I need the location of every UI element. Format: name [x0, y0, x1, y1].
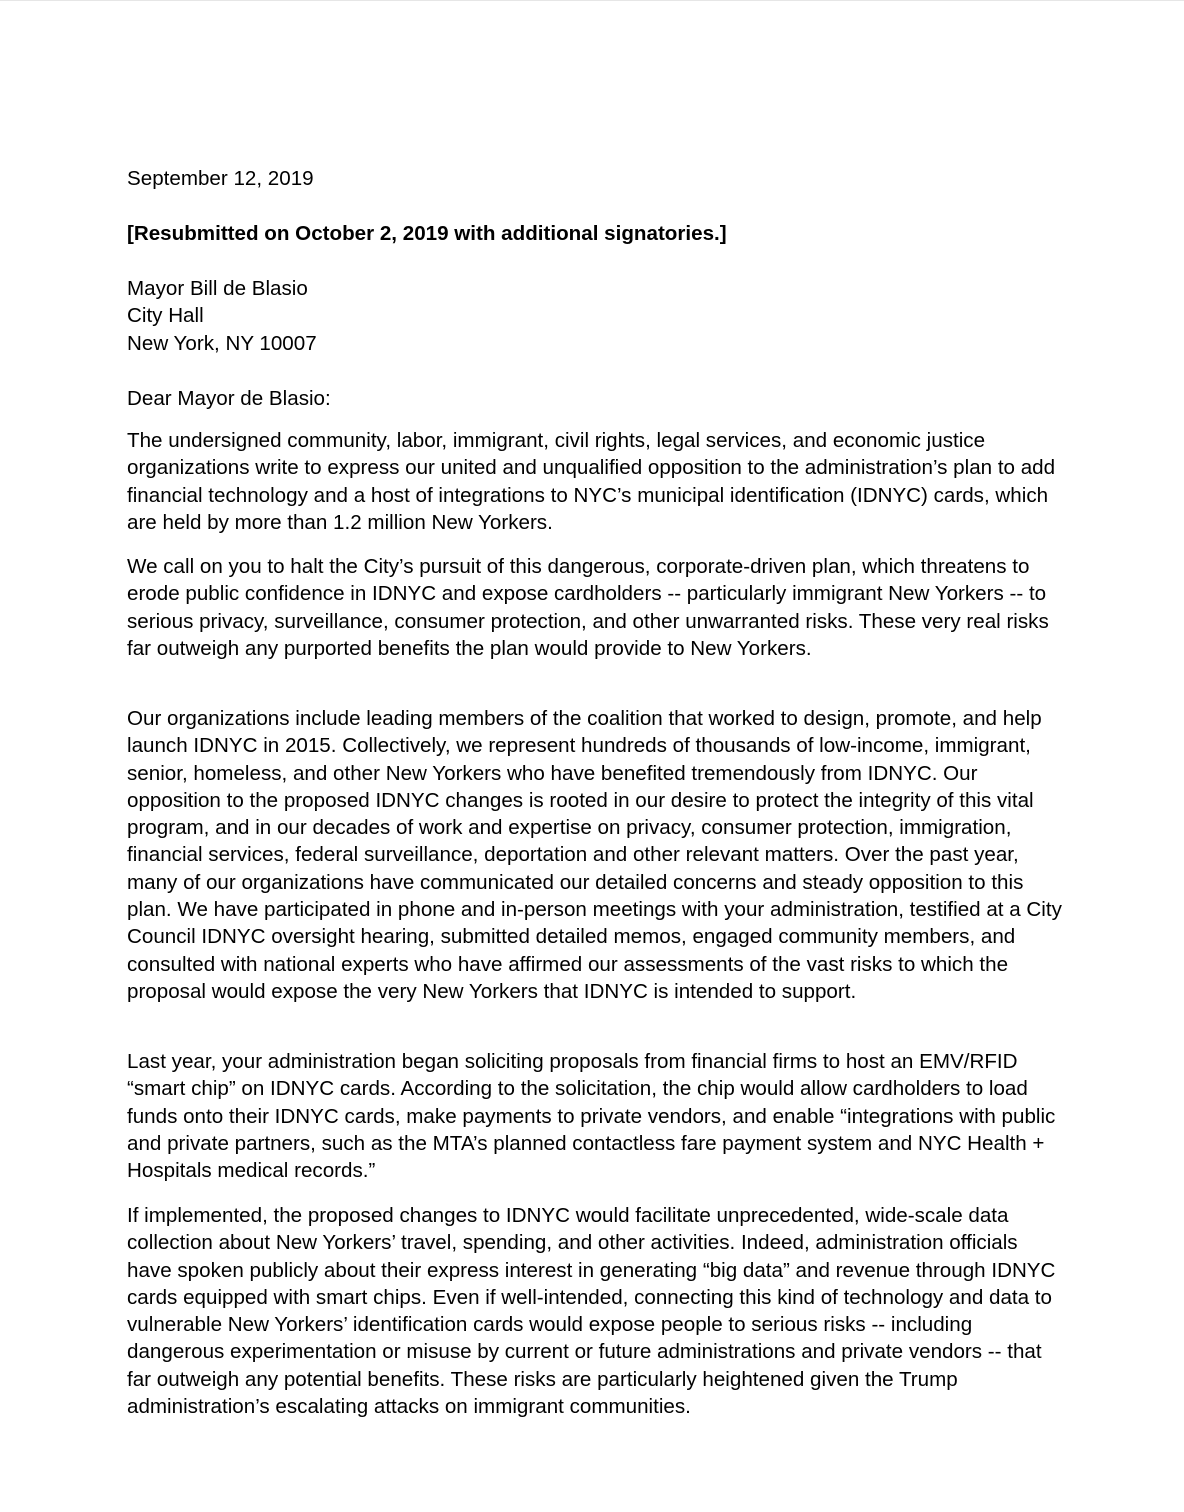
page-top-edge	[0, 0, 1184, 1]
recipient-name: Mayor Bill de Blasio	[127, 277, 308, 300]
resubmitted-note: [Resubmitted on October 2, 2019 with additional signatories.]	[127, 222, 727, 245]
body-paragraph-1	[127, 427, 1067, 536]
recipient-address	[127, 275, 1067, 357]
paragraph-text: Last year, your administration began soliciting proposals from financial firms to host an EMV/RFID “smart chip” on IDNYC cards. According to the solicitation, the chip would allow cardholders to load funds onto their IDNYC cards, make payments to private vendors, and enable “integrations with public and private partners, such as the MTA’s planned contactless fare payment system and NYC Health + Hospitals medical records.”	[127, 1050, 1056, 1183]
body-paragraph-3	[127, 705, 1067, 1005]
paragraph-text: Our organizations include leading members of the coalition that worked to design, promote, and help launch IDNYC in 2015. Collectively, we represent hundreds of thousands of low-income, immigrant, senior, homeless, and other New Yorkers who have benefited tremendously from IDNYC. Our opposition to the proposed IDNYC changes is rooted in our desire to protect the integrity of this vital program, and in our decades of work and expertise on privacy, consumer protection, immigration, financial services, federal surveillance, deportation and other relevant matters. Over the past year, many of our organizations have communicated our detailed concerns and steady opposition to this plan. We have participated in phone and in-person meetings with your administration, testified at a City Council IDNYC oversight hearing, submitted detailed memos, engaged community members, and consulted with national experts who have affirmed our assessments of the vast risks to which the proposal would expose the very New Yorkers that IDNYC is intended to support.	[127, 707, 1062, 1003]
paragraph-text: If implemented, the proposed changes to IDNYC would facilitate unprecedented, wide-scale data collection about New Yorkers’ travel, spending, and other activities. Indeed, administration officials have spoken publicly about their express interest in generating “big data” and revenue through IDNYC cards equipped with smart chips. Even if well-intended, connecting this kind of technology and data to vulnerable New Yorkers’ identification cards would expose people to serious risks -- including dangerous experimentation or misuse by current or future administrations and private vendors -- that far outweigh any potential benefits. These risks are particularly heightened given the Trump administration’s escalating attacks on immigrant communities.	[127, 1204, 1056, 1419]
paragraph-text: We call on you to halt the City’s pursuit of this dangerous, corporate-driven plan, which threatens to erode public confidence in IDNYC and expose cardholders -- particularly immigrant New Yorkers -- to serious privacy, surveillance, consumer protection, and other unwarranted risks. These very real risks far outweigh any purported benefits the plan would provide to New Yorkers.	[127, 555, 1049, 660]
recipient-address-line-3: New York, NY 10007	[127, 331, 317, 355]
paragraph-text: The undersigned community, labor, immigrant, civil rights, legal services, and economic justice organizations write to express our united and unqualified opposition to the administration’s plan to add financial technology and a host of integrations to NYC’s municipal identification (IDNYC) cards, which are held by more than 1.2 million New Yorkers.	[127, 429, 1056, 534]
body-paragraph-5	[127, 1202, 1067, 1420]
body-paragraph-2	[127, 553, 1067, 662]
letter-date: September 12, 2019	[127, 167, 314, 190]
salutation: Dear Mayor de Blasio:	[127, 387, 331, 410]
recipient-address-line-2: City Hall	[127, 304, 204, 328]
body-paragraph-4	[127, 1048, 1067, 1184]
